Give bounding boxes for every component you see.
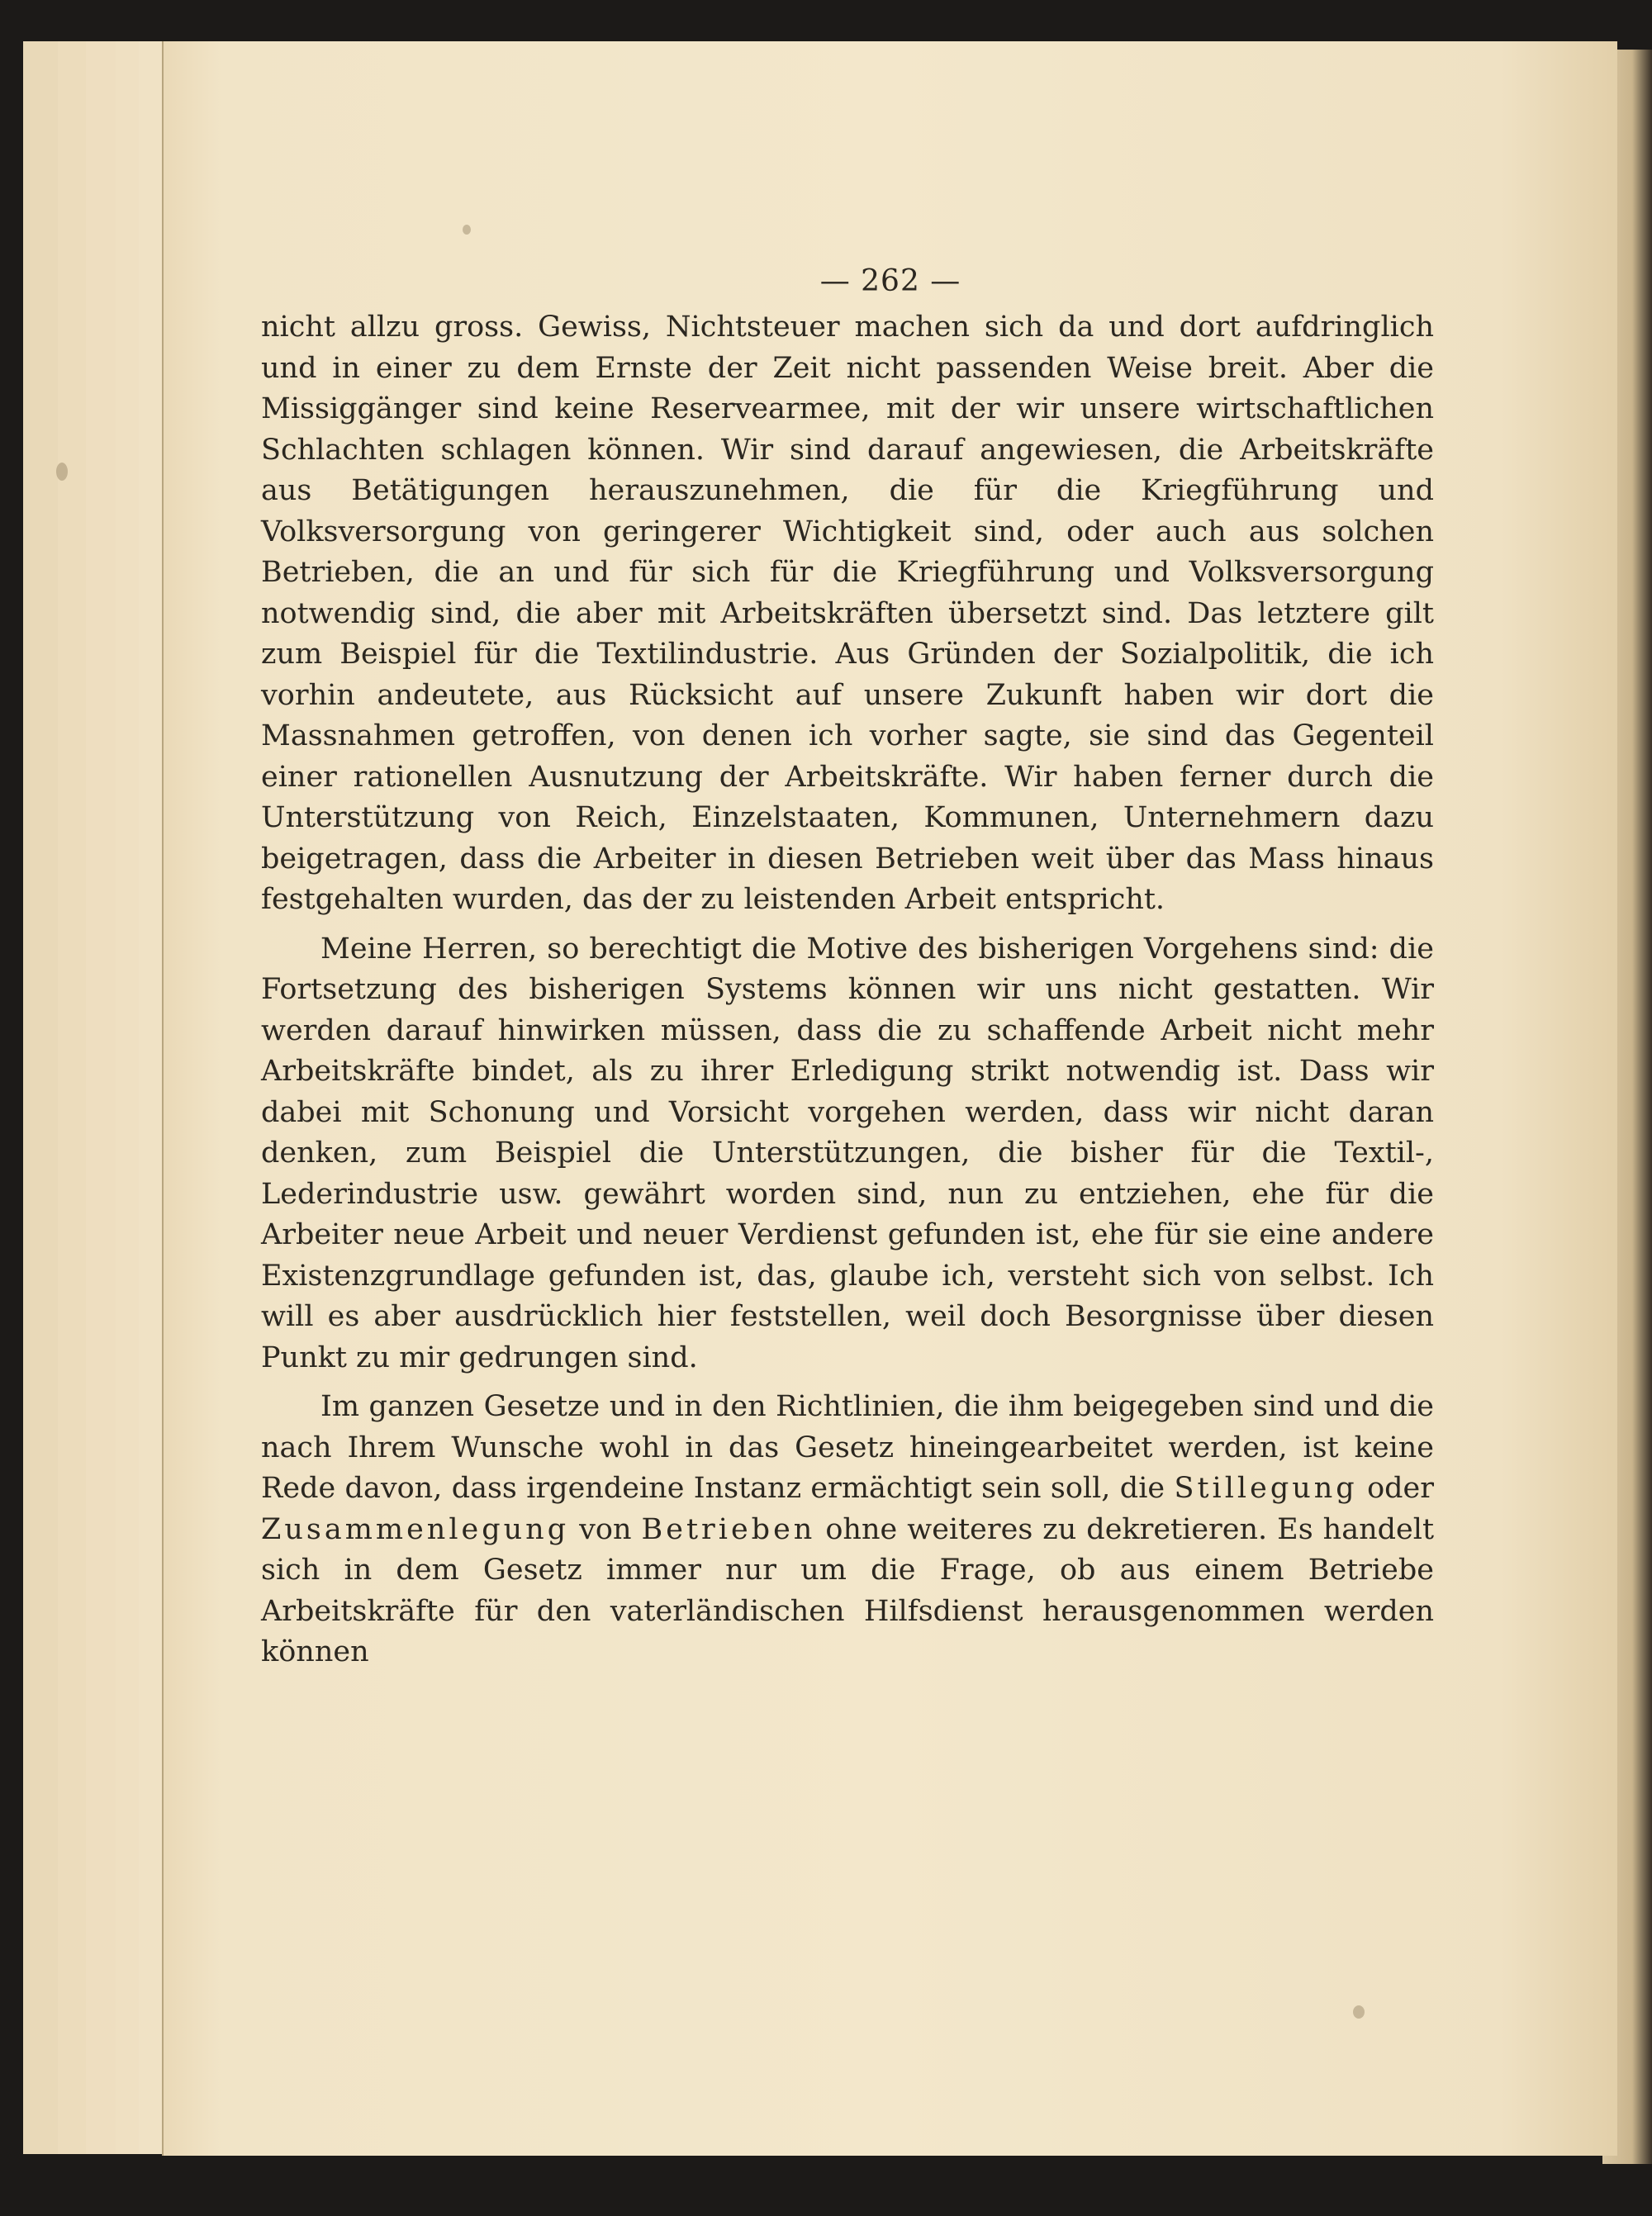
page-number: — 262 — <box>819 264 961 298</box>
paragraph-2: Meine Herren, so berechtigt die Motive des bisherigen Vorgehens sind: die Fortsetzung des bisherigen Systems können wir uns nicht gestatten. Wir werden darauf hinwirken müssen, dass die zu schaffende Arbeit nicht mehr Arbeitskräfte bindet, als zu ihrer Erledigung strikt notwendig ist. Dass wir dabei mit Schonung und Vorsicht vorgehen werden, dass wir nicht daran denken, zum Beispiel die Unterstützungen, die bisher für die Textil-, Lederindustrie usw. gewährt worden sind, nun zu entziehen, ehe für die Arbeiter neue Arbeit und neuer Verdienst gefunden ist, ehe für sie eine andere Existenzgrundlage gefunden ist, das, glaube ich, versteht sich von selbst. Ich will es aber ausdrücklich hier feststellen, weil doch Besorgnisse über diesen Punkt zu mir gedrungen sind. <box>261 932 1434 1374</box>
paragraph-3-text-c: von <box>569 1512 642 1546</box>
paper-spot <box>1353 2005 1365 2019</box>
paragraph-3-text-a: Im ganzen Gesetze und in den Richtlinien, die ihm beigegeben sind und die nach Ihrem Wunsche wohl in das Gesetz hineingearbeitet werden, ist keine Rede davon, dass irgendeine Instanz ermächtigt sein soll, die <box>261 1390 1434 1505</box>
body-text <box>261 307 1434 1682</box>
paragraph-3 <box>261 1387 1434 1673</box>
spaced-term-stillegung: Stillegung <box>1174 1472 1358 1505</box>
paragraph-3-text-d: ohne weiteres zu dekretieren. Es handelt sich in dem Gesetz immer nur um die Frage, ob aus einem Betriebe Arbeitskräfte für den vaterländischen Hilfsdienst herausgenommen werden können <box>261 1512 1435 1668</box>
paragraph-1: nicht allzu gross. Gewiss, Nichtsteuer machen sich da und dort aufdringlich und in einer zu dem Ernste der Zeit nicht passenden Weise breit. Aber die Missiggänger sind keine Reservearmee, mit der wir unsere wirtschaftlichen Schlachten schlagen können. Wir sind darauf angewiesen, die Arbeitskräfte aus Betätigungen herauszunehmen, die für die Kriegführung und Volksversorgung von geringerer Wichtigkeit sind, oder auch aus solchen Betrieben, die an und für sich für die Kriegführung und Volksversorgung notwendig sind, die aber mit Arbeitskräften übersetzt sind. Das letztere gilt zum Beispiel für die Textilindustrie. Aus Gründen der Sozialpolitik, die ich vorhin andeutete, aus Rücksicht auf unsere Zukunft haben wir dort die Massnahmen getroffen, von denen ich vorher sagte, sie sind das Gegenteil einer rationellen Ausnutzung der Arbeitskräfte. Wir haben ferner durch die Unterstützung von Reich, Einzelstaaten, Kommunen, Unternehmern dazu beigetragen, dass die Arbeiter in diesen Betrieben weit über das Mass hinaus festgehalten wurden, das der zu leistenden Arbeit entspricht. <box>261 311 1434 916</box>
spaced-term-zusammenlegung: Zusammenlegung <box>261 1512 570 1546</box>
spaced-term-betrieben: Betrieben <box>641 1512 816 1546</box>
paper-spot <box>463 225 471 235</box>
paper-spot <box>56 463 68 481</box>
paragraph-3-text-b: oder <box>1357 1472 1435 1505</box>
